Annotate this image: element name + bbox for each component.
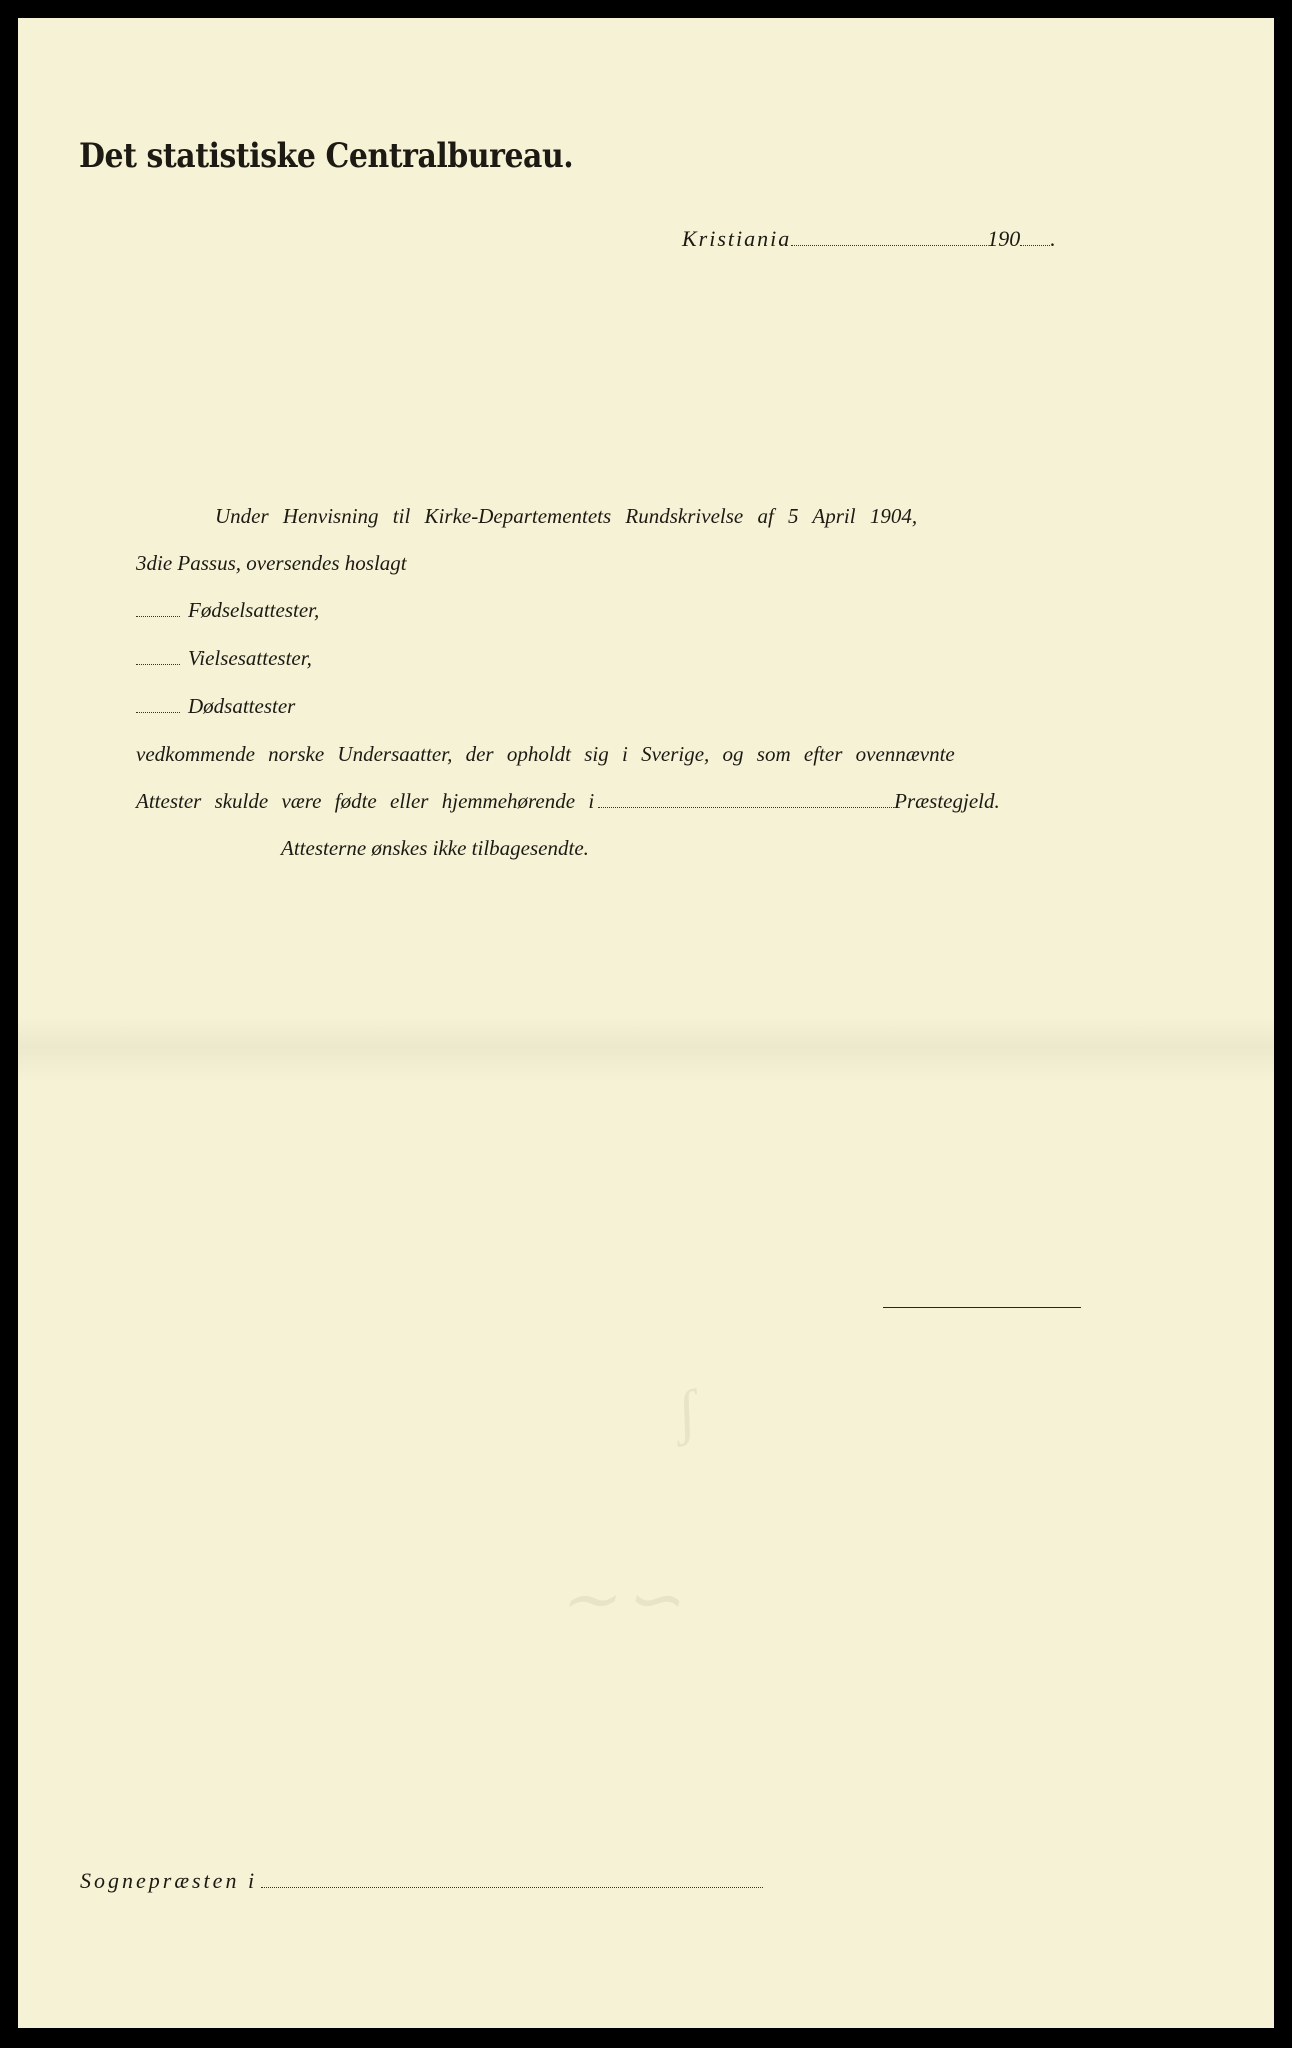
count-blank-deaths[interactable] (136, 711, 180, 713)
intro-line-2: 3die Passus, oversendes hoslagt (136, 551, 407, 575)
body-line-2-start: Attester skulde være fødte eller hjemmehørende i (136, 789, 595, 813)
paper-fold (18, 1018, 1274, 1082)
item-row-marriages (136, 646, 312, 671)
bleed-through-mark: ʃ (671, 1377, 702, 1447)
dateline (682, 226, 1056, 252)
addressee-line (80, 1868, 763, 1894)
signature-line[interactable] (883, 1307, 1081, 1308)
count-blank-marriages[interactable] (136, 663, 180, 665)
addressee-blank[interactable] (261, 1886, 763, 1888)
count-blank-births[interactable] (136, 615, 180, 617)
page-title: Det statistiske Centralbureau. (79, 136, 574, 176)
bleed-through-mark: ∼∽ (558, 1562, 688, 1639)
dateline-place: Kristiania (682, 226, 792, 251)
item-row-deaths (136, 694, 295, 719)
body-line-2 (136, 789, 1000, 814)
closing-line: Attesterne ønskes ikke tilbagesendte. (281, 836, 589, 860)
body-line-2-end: Præstegjeld. (894, 789, 1000, 813)
intro-line: Under Henvisning til Kirke-Departementets Rundskrivelse af 5 April 1904, (215, 504, 918, 528)
addressee-label: Sognepræsten i (80, 1868, 258, 1893)
item-label-marriages: Vielsesattester, (188, 646, 312, 670)
item-row-births (136, 598, 319, 623)
year-blank[interactable] (1020, 244, 1050, 246)
date-blank[interactable] (791, 244, 987, 246)
dateline-end: . (1050, 226, 1056, 251)
item-label-deaths: Dødsattester (188, 694, 296, 718)
dateline-year: 190 (987, 226, 1021, 251)
body-line-1: vedkommende norske Undersaatter, der opholdt sig i Sverige, og som efter ovennævnte (136, 742, 955, 766)
parish-blank[interactable] (598, 806, 894, 808)
item-label-births: Fødselsattester, (188, 598, 320, 622)
document-page (18, 18, 1274, 2028)
